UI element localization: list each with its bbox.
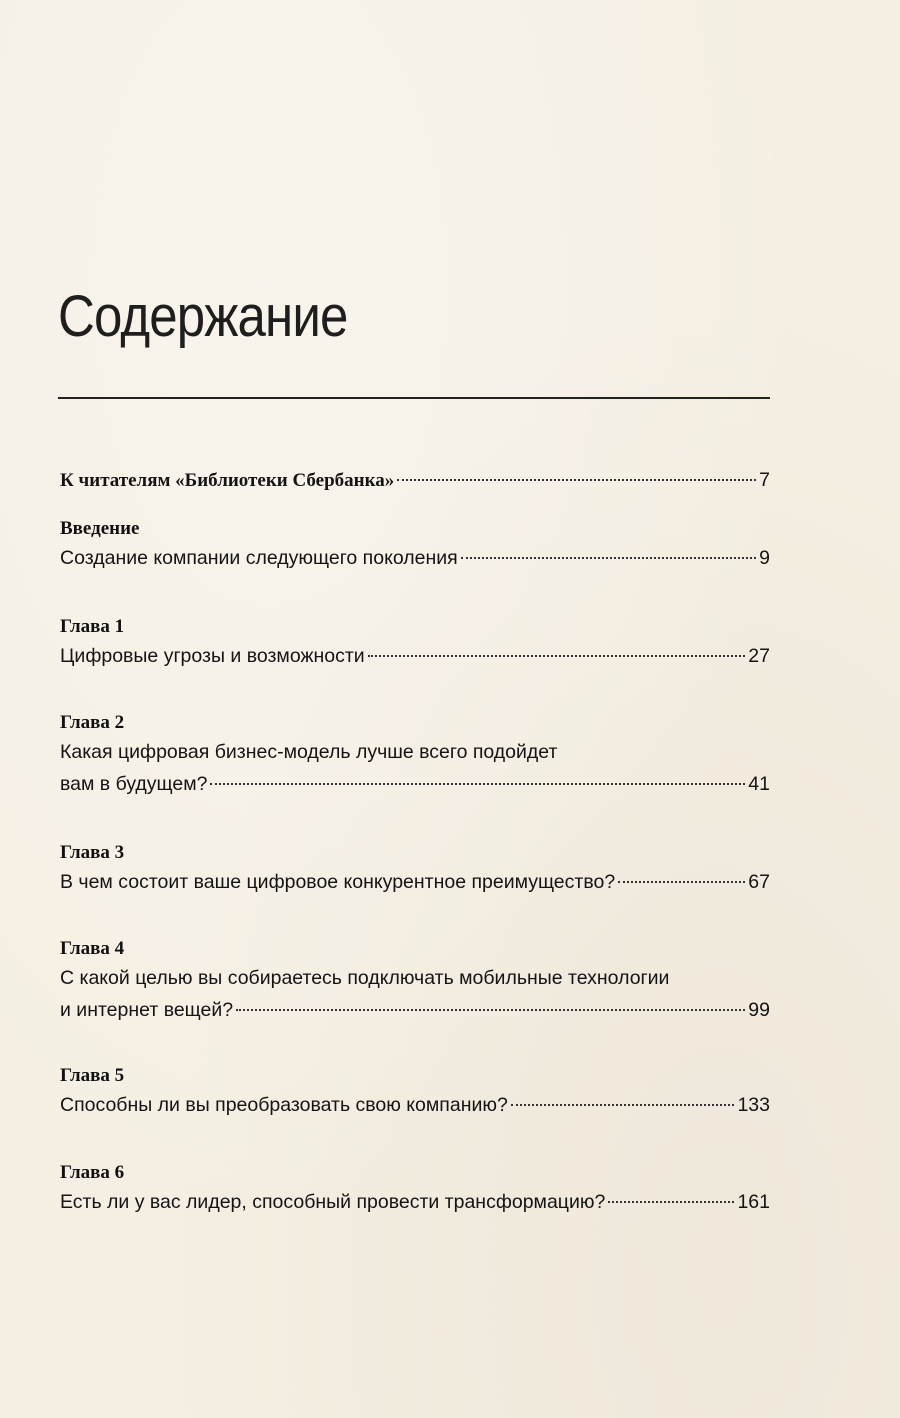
title-divider — [58, 397, 770, 399]
toc-page-number: 41 — [748, 773, 770, 795]
toc-section-label: Глава 1 — [60, 616, 125, 637]
toc-entry-title: Способны ли вы преобразовать свою компанию? — [60, 1094, 508, 1116]
toc-entry-chapter-6 — [60, 1160, 770, 1218]
toc-section-label: Глава 4 — [60, 938, 125, 959]
toc-section-label: Глава 5 — [60, 1065, 125, 1086]
toc-entry-chapter-2 — [60, 710, 770, 800]
toc-entry-title: и интернет вещей? — [60, 999, 234, 1021]
dot-leader — [236, 1009, 745, 1011]
toc-entry-title: вам в будущем? — [60, 773, 208, 795]
toc-page-number: 7 — [759, 469, 770, 491]
toc-entry-foreword — [60, 464, 770, 496]
toc-page-number: 99 — [748, 999, 770, 1021]
dot-leader — [618, 881, 745, 883]
dot-leader — [368, 655, 746, 657]
toc-entry-chapter-3 — [60, 840, 770, 898]
toc-page-number: 27 — [748, 645, 770, 667]
toc-entry-title-line-1: С какой целью вы собираетесь подключать мобильные технологии — [60, 967, 670, 989]
toc-entry-chapter-5 — [60, 1063, 770, 1121]
toc-entry-title: Создание компании следующего поколения — [60, 547, 458, 569]
dot-leader — [210, 783, 745, 785]
toc-entry-title-line-1: Какая цифровая бизнес-модель лучше всего подойдет — [60, 741, 558, 763]
dot-leader — [511, 1104, 735, 1106]
toc-entry-chapter-4 — [60, 936, 770, 1026]
dot-leader — [461, 557, 756, 559]
toc-entry-introduction — [60, 516, 770, 574]
toc-section-label: Глава 3 — [60, 842, 125, 863]
dot-leader — [397, 479, 756, 481]
toc-page-number: 9 — [759, 547, 770, 569]
toc-entry-title: Есть ли у вас лидер, способный провести трансформацию? — [60, 1191, 606, 1213]
toc-section-label: Введение — [60, 518, 140, 539]
toc-section-label: Глава 2 — [60, 712, 125, 733]
toc-section-label: Глава 6 — [60, 1162, 125, 1183]
toc-page-number: 67 — [748, 871, 770, 893]
dot-leader — [608, 1201, 734, 1203]
toc-entry-title: Цифровые угрозы и возможности — [60, 645, 365, 667]
toc-page-number: 133 — [737, 1094, 770, 1116]
toc-page-number: 161 — [737, 1191, 770, 1213]
toc-entry-title: К читателям «Библиотеки Сбербанка» — [60, 470, 395, 491]
toc-entry-chapter-1 — [60, 614, 770, 672]
toc-entry-title: В чем состоит ваше цифровое конкурентное преимущество? — [60, 871, 616, 893]
page-title: Содержание — [58, 284, 348, 349]
